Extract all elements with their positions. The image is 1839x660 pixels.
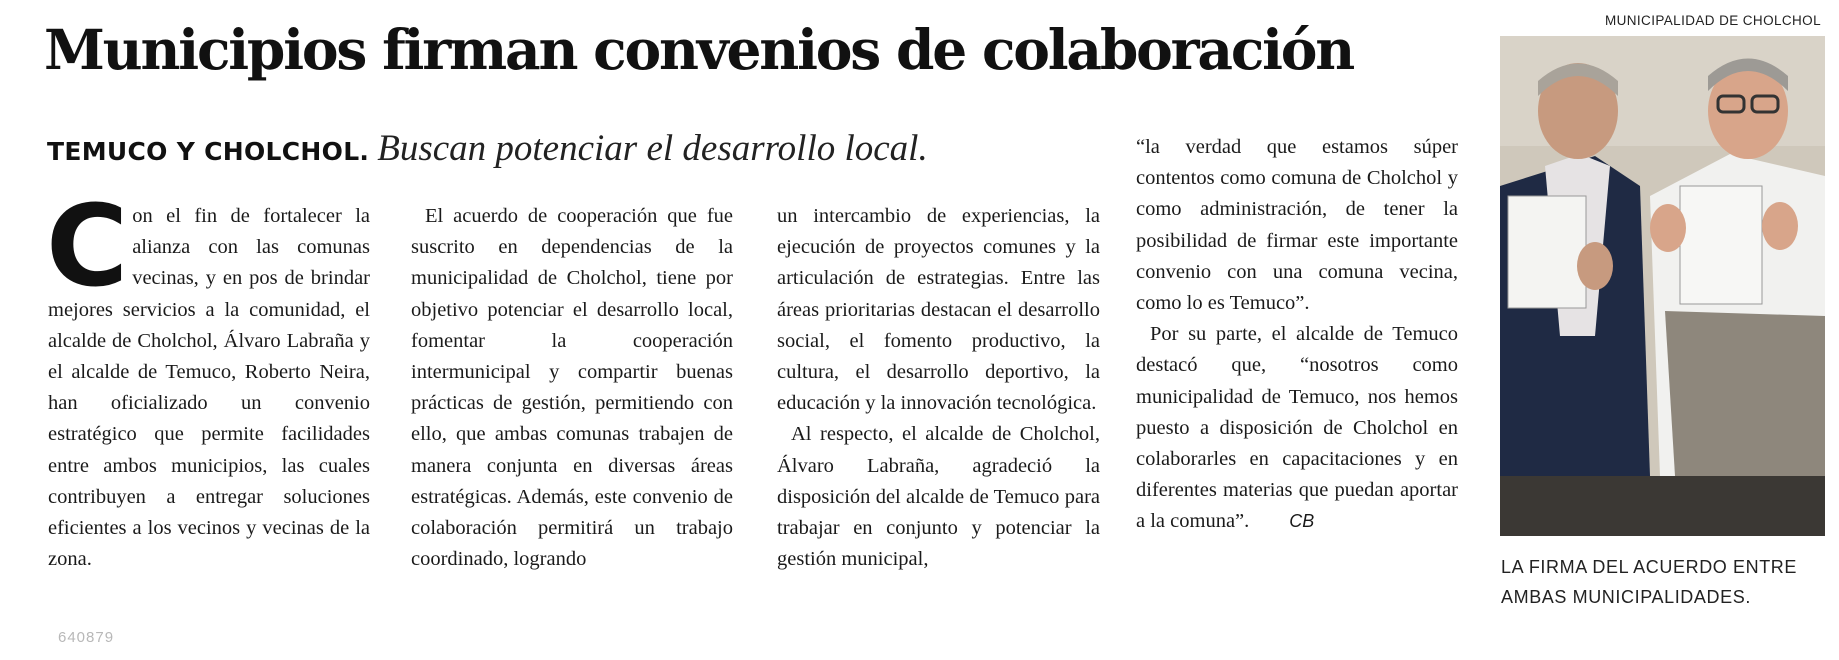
paragraph-6-text: Por su parte, el alcalde de Temuco destacó que, “nosotros como municipalidad de Temuco, nos hemos puesto a disposición de Cholchol en colaborarles en capacitaciones y en diferentes materias que puedan aportar a la comuna”.	[1136, 323, 1458, 533]
photo-caption: LA FIRMA DEL ACUERDO ENTRE AMBAS MUNICIPALIDADES.	[1501, 557, 1797, 607]
kicker-place: TEMUCO Y CHOLCHOL.	[47, 137, 370, 166]
article-column-2	[411, 201, 733, 575]
paragraph-3: un intercambio de experiencias, la ejecución de proyectos comunes y la articulación de estrategias. Entre las áreas prioritarias destacan el desarrollo social, el fomento productivo, la cultura, el desarrollo deportivo, la educación y la innovación tecnológica.	[777, 205, 1100, 415]
kicker-deck: Buscan potenciar el desarrollo local.	[377, 128, 928, 169]
article-column-3	[777, 201, 1100, 575]
article-column-4	[1136, 132, 1458, 538]
headline: Municipios firman convenios de colaboración	[44, 17, 1354, 82]
paragraph-6	[1136, 319, 1458, 537]
paragraph-2: El acuerdo de cooperación que fue suscrito en dependencias de la municipalidad de Cholchol, tiene por objetivo potenciar el desarrollo local, fomentar la cooperación intermunicipal y compartir buenas prácticas de gestión, permitiendo con ello, que ambas comunas trabajen de manera conjunta en diversas áreas estratégicas. Además, este convenio de colaboración permitirá un trabajo coordinado, logrando	[411, 205, 733, 571]
signing-photo-illustration	[1500, 36, 1825, 536]
paragraph-5: “la verdad que estamos súper contentos como comuna de Cholchol y como administración, de tener la posibilidad de firmar este importante convenio con una comuna vecina, como lo es Temuco”.	[1136, 136, 1458, 315]
end-mark: CB	[1289, 511, 1315, 532]
photo-credit: MUNICIPALIDAD DE CHOLCHOL	[1604, 13, 1821, 28]
paragraph-1: on el fin de fortalecer la alianza con las comunas vecinas, y en pos de brindar mejores servicios a la comunidad, el alcalde de Cholchol, Álvaro Labraña y el alcalde de Temuco, Roberto Neira, han oficializado un convenio estratégico que permite facilidades entre ambos municipios, las cuales contribuyen a entregar soluciones eficientes a los vecinos y vecinas de la zona.	[48, 205, 370, 571]
drop-cap: C	[46, 182, 129, 312]
page-code: 640879	[58, 629, 115, 646]
article-photo	[1500, 36, 1825, 536]
kicker	[47, 127, 928, 171]
paragraph-4: Al respecto, el alcalde de Cholchol, Álvaro Labraña, agradeció la disposición del alcalde de Temuco para trabajar en conjunto y potenciar la gestión municipal,	[777, 423, 1100, 571]
article-column-1	[46, 182, 370, 575]
